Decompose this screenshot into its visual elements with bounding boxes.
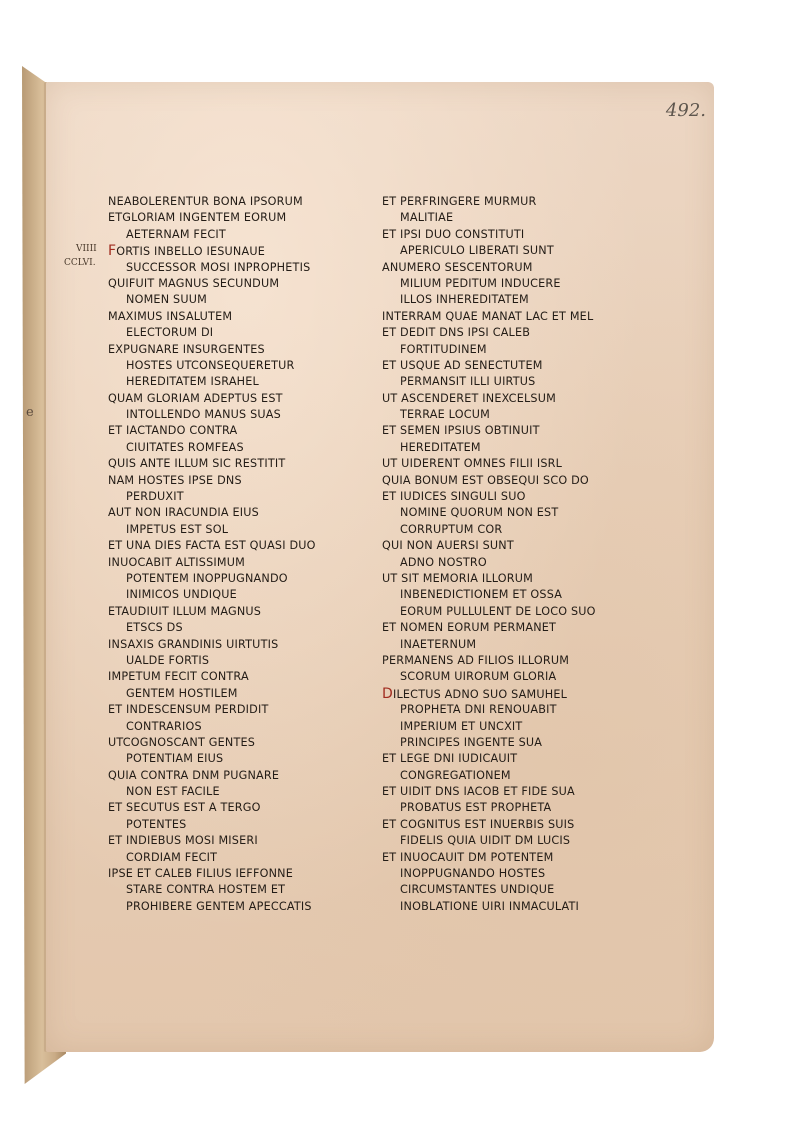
- text-line: PRINCIPES INGENTE SUA: [400, 735, 543, 749]
- text-line: IMPETUS EST SOL: [126, 522, 229, 536]
- text-line: CORDIAM FECIT: [126, 850, 218, 864]
- text-line: ET IACTANDO CONTRA: [108, 424, 238, 438]
- text-line: UALDE FORTIS: [126, 653, 210, 667]
- text-line: UTCOGNOSCANT GENTES: [108, 735, 256, 749]
- text-line: NAM HOSTES IPSE DNS: [108, 473, 242, 487]
- text-line: ILLOS INHEREDITATEM: [400, 293, 529, 307]
- text-line: ET USQUE AD SENECTUTEM: [382, 358, 543, 372]
- text-line: FORTIS INBELLO IESUNAUE: [108, 243, 265, 260]
- text-line: NOMEN SUUM: [126, 293, 207, 307]
- text-line: TERRAE LOCUM: [400, 408, 490, 422]
- text-line: MILIUM PEDITUM INDUCERE: [400, 276, 561, 290]
- right-text-column: [382, 194, 637, 915]
- text-line: ET LEGE DNI IUDICAUIT: [382, 752, 518, 766]
- text-line: NOMINE QUORUM NON EST: [400, 506, 559, 520]
- text-line: FORTITUDINEM: [400, 342, 487, 356]
- text-line: PROBATUS EST PROPHETA: [400, 801, 552, 815]
- text-line: PERMANENS AD FILIOS ILLORUM: [382, 653, 570, 667]
- text-line: PERMANSIT ILLI UIRTUS: [400, 375, 536, 389]
- text-line: QUIA CONTRA DNM PUGNARE: [108, 768, 280, 782]
- text-line: CIUITATES ROMFEAS: [126, 440, 244, 454]
- text-line: PROHIBERE GENTEM APECCATIS: [126, 899, 312, 913]
- text-line: CORRUPTUM COR: [400, 522, 503, 536]
- text-line: INAETERNUM: [400, 637, 477, 651]
- text-line: MAXIMUS INSALUTEM: [108, 309, 233, 323]
- text-line: POTENTES: [126, 817, 187, 831]
- text-line: ANUMERO SESCENTORUM: [382, 260, 533, 274]
- text-line: CONGREGATIONEM: [400, 768, 511, 782]
- text-line: QUAM GLORIAM ADEPTUS EST: [108, 391, 283, 405]
- text-line: ET INDIEBUS MOSI MISERI: [108, 834, 258, 848]
- left-text-column: [108, 194, 363, 915]
- text-line: CONTRARIOS: [126, 719, 202, 733]
- text-line: QUIA BONUM EST OBSEQUI SCO DO: [382, 473, 589, 487]
- text-line: NEABOLERENTUR BONA IPSORUM: [108, 195, 303, 208]
- text-line: UT ASCENDERET INEXCELSUM: [382, 391, 556, 405]
- text-line: EORUM PULLULENT DE LOCO SUO: [400, 604, 596, 618]
- text-line: INOPPUGNANDO HOSTES: [400, 867, 546, 881]
- text-line: DILECTUS ADNO SUO SAMUHEL: [382, 685, 568, 702]
- text-line: HEREDITATEM: [400, 440, 481, 454]
- marginal-note-1: VIIII: [76, 244, 97, 254]
- text-line: INBENEDICTIONEM ET OSSA: [400, 588, 563, 602]
- text-line: AUT NON IRACUNDIA EIUS: [108, 506, 259, 520]
- manuscript-page: [46, 82, 714, 1052]
- text-line: HOSTES UTCONSEQUERETUR: [126, 358, 295, 372]
- text-line: ET IPSI DUO CONSTITUTI: [382, 227, 525, 241]
- text-line: UT UIDERENT OMNES FILII ISRL: [382, 457, 563, 471]
- text-line: ET IUDICES SINGULI SUO: [382, 490, 526, 504]
- text-line: INIMICOS UNDIQUE: [126, 588, 237, 602]
- text-line: ET SECUTUS EST A TERGO: [108, 801, 261, 815]
- text-line: INUOCABIT ALTISSIMUM: [108, 555, 245, 569]
- text-line: SCORUM UIRORUM GLORIA: [400, 670, 557, 684]
- text-line: ET PERFRINGERE MURMUR: [382, 195, 537, 208]
- text-line: APERICULO LIBERATI SUNT: [400, 244, 554, 258]
- text-line: ET COGNITUS EST INUERBIS SUIS: [382, 817, 575, 831]
- text-line: IMPETUM FECIT CONTRA: [108, 670, 249, 684]
- text-line: CIRCUMSTANTES UNDIQUE: [400, 883, 555, 897]
- text-line: INOBLATIONE UIRI INMACULATI: [400, 899, 580, 913]
- text-line: HEREDITATEM ISRAHEL: [126, 375, 259, 389]
- text-line: ADNO NOSTRO: [400, 555, 487, 569]
- text-line: POTENTEM INOPPUGNANDO: [126, 571, 288, 585]
- text-line: ET DEDIT DNS IPSI CALEB: [382, 326, 531, 340]
- text-line: INSAXIS GRANDINIS UIRTUTIS: [108, 637, 279, 651]
- text-line: SUCCESSOR MOSI INPROPHETIS: [126, 260, 311, 274]
- folio-number: 492.: [665, 100, 706, 121]
- text-line: AETERNAM FECIT: [126, 227, 226, 241]
- text-line: ET INDESCENSUM PERDIDIT: [108, 703, 269, 717]
- text-line: QUIS ANTE ILLUM SIC RESTITIT: [108, 457, 286, 471]
- text-line: ET UIDIT DNS IACOB ET FIDE SUA: [382, 785, 575, 799]
- text-line: INTERRAM QUAE MANAT LAC ET MEL: [382, 309, 594, 323]
- text-line: ETSCS DS: [126, 621, 183, 635]
- text-line: ET UNA DIES FACTA EST QUASI DUO: [108, 539, 316, 553]
- text-line: GENTEM HOSTILEM: [126, 686, 238, 700]
- text-line: ET SEMEN IPSIUS OBTINUIT: [382, 424, 540, 438]
- text-line: UT SIT MEMORIA ILLORUM: [382, 571, 534, 585]
- marginal-note-2: CCLVI.: [64, 258, 96, 268]
- text-line: QUI NON AUERSI SUNT: [382, 539, 514, 553]
- text-line: ET NOMEN EORUM PERMANET: [382, 621, 557, 635]
- text-line: IMPERIUM ET UNCXIT: [400, 719, 523, 733]
- text-line: INTOLLENDO MANUS SUAS: [126, 408, 281, 422]
- text-line: ET INUOCAUIT DM POTENTEM: [382, 850, 554, 864]
- spine-mark: e: [26, 405, 34, 420]
- text-line: ETAUDIUIT ILLUM MAGNUS: [108, 604, 262, 618]
- text-line: PROPHETA DNI RENOUABIT: [400, 703, 557, 717]
- text-line: IPSE ET CALEB FILIUS IEFFONNE: [108, 867, 293, 881]
- text-line: MALITIAE: [400, 211, 454, 225]
- text-line: POTENTIAM EIUS: [126, 752, 224, 766]
- text-line: STARE CONTRA HOSTEM ET: [126, 883, 286, 897]
- text-line: QUIFUIT MAGNUS SECUNDUM: [108, 276, 280, 290]
- text-line: NON EST FACILE: [126, 785, 220, 799]
- text-line: EXPUGNARE INSURGENTES: [108, 342, 265, 356]
- text-line: ELECTORUM DI: [126, 326, 214, 340]
- text-line: PERDUXIT: [126, 490, 184, 504]
- text-line: ETGLORIAM INGENTEM EORUM: [108, 211, 287, 225]
- text-line: FIDELIS QUIA UIDIT DM LUCIS: [400, 834, 571, 848]
